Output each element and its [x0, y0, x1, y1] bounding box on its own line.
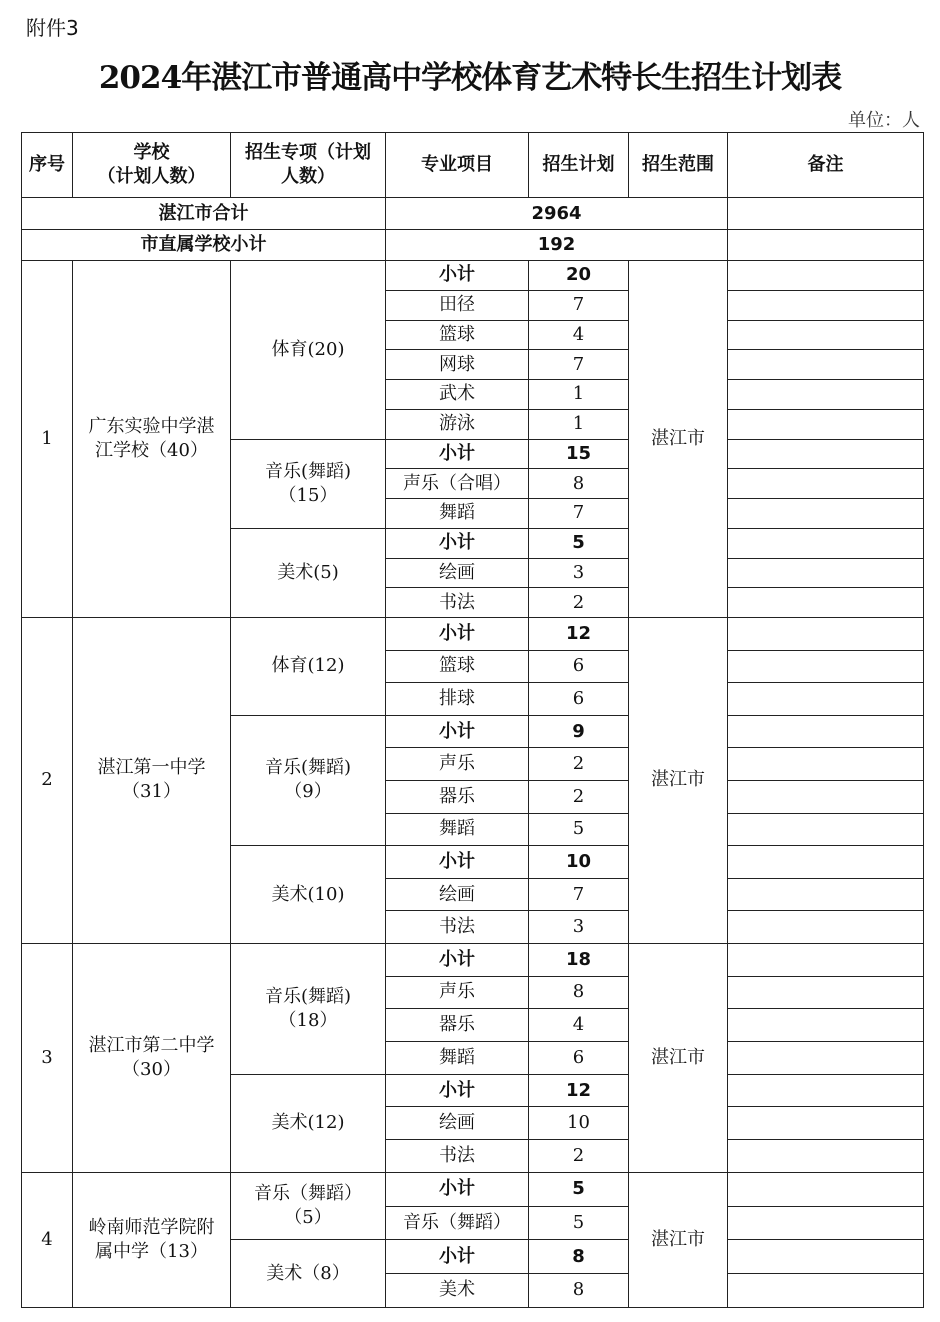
remark-cell: [728, 748, 924, 781]
special-group-line: 美术(10): [271, 883, 345, 905]
school-no: 4: [22, 1172, 73, 1307]
special-group: [231, 715, 386, 845]
plan-count: 8: [529, 469, 629, 499]
special-group: [231, 439, 386, 528]
header-line: 人数）: [281, 166, 335, 187]
subtotal-label: 小计: [386, 528, 529, 558]
subtotal-label: 小计: [386, 618, 529, 651]
major-name: 绘画: [386, 558, 529, 588]
remark-cell: [728, 846, 924, 879]
plan-count: 1: [529, 409, 629, 439]
plan-count: 7: [529, 499, 629, 529]
subtotal-value: 9: [529, 715, 629, 748]
header-line: 学校: [133, 142, 170, 163]
school-name: 湛江市第二中学（30）: [73, 943, 231, 1172]
special-group: [231, 261, 386, 440]
unit-label: 单位：人: [848, 110, 920, 131]
remark-cell: [728, 1042, 924, 1075]
remark-cell: [728, 380, 924, 410]
attachment-label: 附件3: [26, 16, 79, 40]
remark-cell: [728, 198, 924, 230]
special-group: [231, 1240, 386, 1308]
major-name: 篮球: [386, 650, 529, 683]
plan-count: 3: [529, 911, 629, 944]
enrollment-plan-table: [21, 132, 924, 1308]
subtotal-label: 小计: [386, 943, 529, 976]
header-scope: 招生范围: [629, 133, 728, 198]
remark-cell: [728, 650, 924, 683]
subtotal-value: 5: [529, 1172, 629, 1206]
school-no: 2: [22, 618, 73, 944]
remark-cell: [728, 976, 924, 1009]
page-title: 2024年湛江市普通高中学校体育艺术特长生招生计划表: [98, 60, 842, 96]
remark-cell: [728, 588, 924, 618]
remark-cell: [728, 320, 924, 350]
special-group: [231, 846, 386, 944]
remark-cell: [728, 1206, 924, 1240]
plan-count: 7: [529, 350, 629, 380]
special-group-line: 美术(12): [271, 1112, 345, 1134]
header-plan: 招生计划: [529, 133, 629, 198]
major-name: 书法: [386, 1140, 529, 1173]
subtotal-label: 小计: [386, 715, 529, 748]
table-row: [22, 261, 924, 291]
remark-cell: [728, 1140, 924, 1173]
major-name: 绘画: [386, 878, 529, 911]
special-group-line: 美术(5): [277, 561, 339, 583]
major-name: 武术: [386, 380, 529, 410]
plan-count: 3: [529, 558, 629, 588]
plan-count: 2: [529, 780, 629, 813]
major-name: 美术: [386, 1274, 529, 1308]
scope-cell: 湛江市: [629, 943, 728, 1172]
special-group: [231, 1172, 386, 1240]
subtotal-label: 小计: [386, 439, 529, 469]
total-row: [22, 198, 924, 230]
header-major: 专业项目: [386, 133, 529, 198]
plan-count: 4: [529, 320, 629, 350]
special-group-line: （9）: [284, 781, 332, 803]
remark-cell: [728, 813, 924, 846]
special-group-line: 音乐(舞蹈): [264, 460, 352, 482]
plan-count: 2: [529, 588, 629, 618]
major-name: 书法: [386, 588, 529, 618]
subtotal-label: 小计: [386, 261, 529, 291]
plan-count: 4: [529, 1009, 629, 1042]
major-name: 绘画: [386, 1107, 529, 1140]
table-row: [22, 943, 924, 976]
subtotal-value: 18: [529, 943, 629, 976]
total-label: 湛江市合计: [22, 198, 386, 230]
plan-count: 8: [529, 1274, 629, 1308]
special-group-line: 体育(20): [271, 338, 345, 360]
plan-count: 2: [529, 1140, 629, 1173]
special-group-line: 音乐（舞蹈）: [254, 1183, 362, 1204]
plan-count: 6: [529, 650, 629, 683]
major-name: 网球: [386, 350, 529, 380]
major-name: 舞蹈: [386, 499, 529, 529]
special-group-line: （18）: [278, 1009, 338, 1031]
subtotal-label: 小计: [386, 1172, 529, 1206]
major-name: 舞蹈: [386, 1042, 529, 1075]
remark-cell: [728, 683, 924, 716]
remark-cell: [728, 499, 924, 529]
remark-cell: [728, 350, 924, 380]
scope-cell: 湛江市: [629, 618, 728, 944]
major-name: 排球: [386, 683, 529, 716]
special-group-line: 美术（8）: [266, 1262, 350, 1284]
header-line: 招生专项（计划: [245, 142, 371, 163]
remark-cell: [728, 469, 924, 499]
plan-count: 6: [529, 1042, 629, 1075]
special-group: [231, 943, 386, 1074]
remark-cell: [728, 1240, 924, 1274]
plan-count: 10: [529, 1107, 629, 1140]
remark-cell: [728, 1172, 924, 1206]
remark-cell: [728, 261, 924, 291]
major-name: 器乐: [386, 780, 529, 813]
table-row: [22, 1172, 924, 1206]
subtotal-value: 12: [529, 618, 629, 651]
major-name: 声乐（合唱）: [386, 469, 529, 499]
remark-cell: [728, 780, 924, 813]
school-name: 湛江第一中学（31）: [73, 618, 231, 944]
subtotal-label: 小计: [386, 1240, 529, 1274]
remark-cell: [728, 1009, 924, 1042]
subtotal-label: 小计: [386, 1074, 529, 1107]
major-name: 器乐: [386, 1009, 529, 1042]
special-group-line: 音乐(舞蹈): [264, 757, 352, 779]
total-row: [22, 230, 924, 261]
remark-cell: [728, 1074, 924, 1107]
remark-cell: [728, 409, 924, 439]
remark-cell: [728, 911, 924, 944]
header-no: 序号: [22, 133, 73, 198]
special-group-line: （5）: [284, 1207, 332, 1228]
plan-count: 5: [529, 1206, 629, 1240]
school-name: 广东实验中学湛江学校（40）: [73, 261, 231, 618]
major-name: 书法: [386, 911, 529, 944]
header-school: [73, 133, 231, 198]
subtotal-value: 5: [529, 528, 629, 558]
plan-count: 6: [529, 683, 629, 716]
subtotal-value: 10: [529, 846, 629, 879]
table-row: [22, 618, 924, 651]
special-group: [231, 528, 386, 617]
major-name: 声乐: [386, 976, 529, 1009]
school-no: 1: [22, 261, 73, 618]
scope-cell: 湛江市: [629, 261, 728, 618]
subtotal-value: 20: [529, 261, 629, 291]
remark-cell: [728, 230, 924, 261]
header-special: [231, 133, 386, 198]
remark-cell: [728, 618, 924, 651]
subtotal-value: 12: [529, 1074, 629, 1107]
scope-cell: 湛江市: [629, 1172, 728, 1307]
special-group: [231, 1074, 386, 1172]
major-name: 声乐: [386, 748, 529, 781]
plan-count: 7: [529, 878, 629, 911]
special-group-line: （15）: [278, 484, 338, 506]
plan-count: 7: [529, 290, 629, 320]
remark-cell: [728, 1274, 924, 1308]
header-row: [22, 133, 924, 198]
plan-count: 2: [529, 748, 629, 781]
remark-cell: [728, 878, 924, 911]
remark-cell: [728, 439, 924, 469]
plan-count: 5: [529, 813, 629, 846]
major-name: 舞蹈: [386, 813, 529, 846]
total-value: 192: [386, 230, 728, 261]
remark-cell: [728, 1107, 924, 1140]
plan-count: 8: [529, 976, 629, 1009]
remark-cell: [728, 715, 924, 748]
remark-cell: [728, 528, 924, 558]
subtotal-label: 小计: [386, 846, 529, 879]
school-name: 岭南师范学院附属中学（13）: [73, 1172, 231, 1307]
remark-cell: [728, 558, 924, 588]
plan-count: 1: [529, 380, 629, 410]
header-line: （计划人数）: [97, 166, 206, 187]
major-name: 篮球: [386, 320, 529, 350]
total-label: 市直属学校小计: [22, 230, 386, 261]
subtotal-value: 15: [529, 439, 629, 469]
special-group-line: 音乐(舞蹈): [264, 985, 352, 1007]
special-group: [231, 618, 386, 716]
major-name: 田径: [386, 290, 529, 320]
major-name: 音乐（舞蹈）: [386, 1206, 529, 1240]
total-value: 2964: [386, 198, 728, 230]
school-no: 3: [22, 943, 73, 1172]
remark-cell: [728, 943, 924, 976]
remark-cell: [728, 290, 924, 320]
special-group-line: 体育(12): [271, 655, 345, 677]
major-name: 游泳: [386, 409, 529, 439]
header-remark: 备注: [728, 133, 924, 198]
subtotal-value: 8: [529, 1240, 629, 1274]
